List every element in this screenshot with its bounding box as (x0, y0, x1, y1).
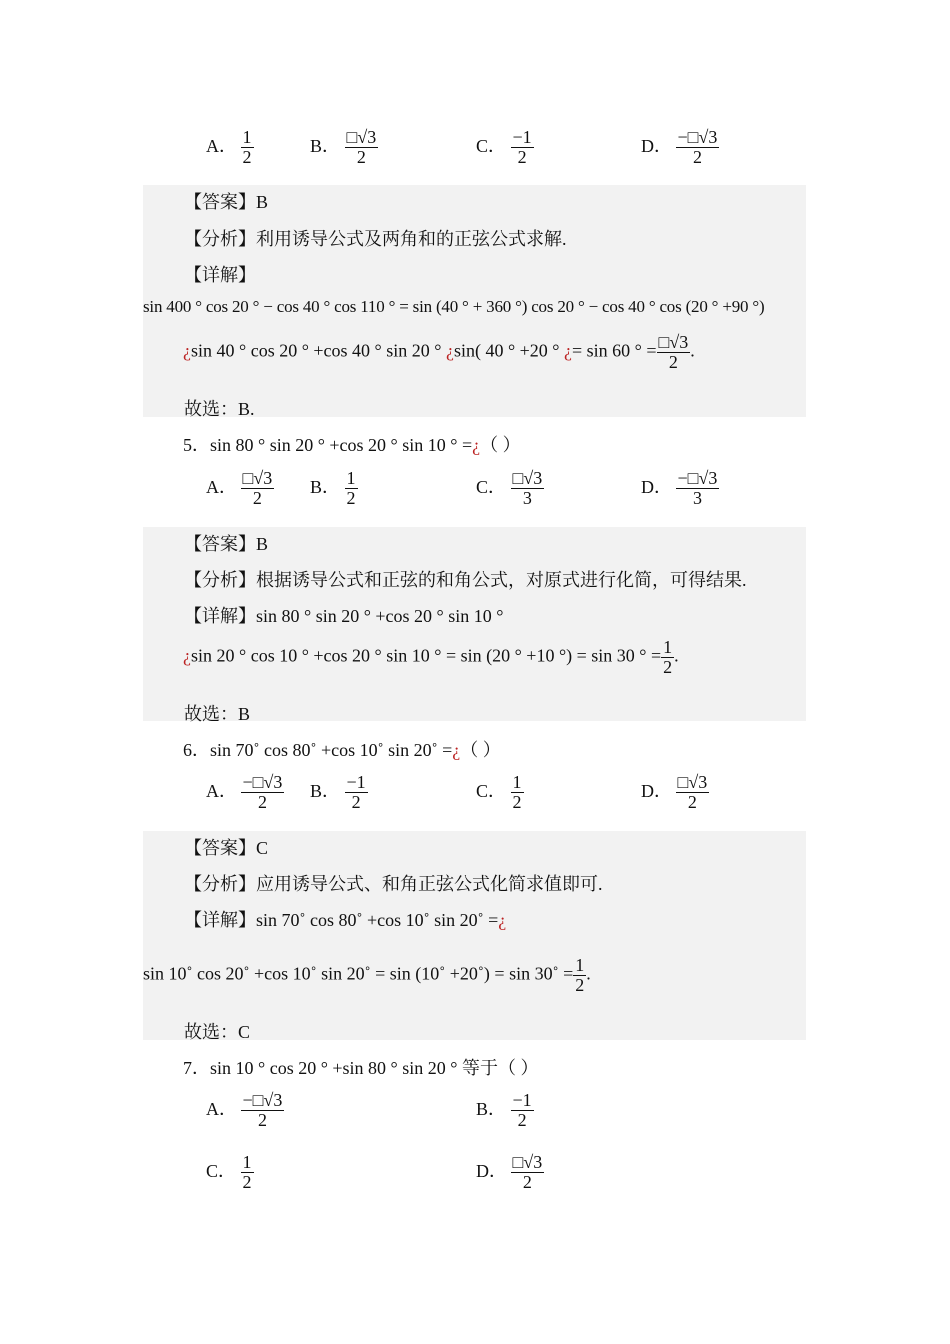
q4-option-d: D． $\frac{-□√3}{2}$ (641, 127, 718, 167)
q5-option-b: B． $\frac{1}{2}$ (310, 468, 356, 508)
q5-detail-line2: ¿sin 20 ° cos 10 ° +cos 20 ° sin 10 ° = sin (20 ° +10 °) = sin 30 ° = $\frac{1}{2}$ . (183, 637, 679, 677)
q7-option-a: A． $\frac{-□√3}{2}$ (206, 1090, 283, 1130)
q5-option-d: D． $\frac{-□√3}{3}$ (641, 468, 718, 508)
q4-detail-line2: ¿sin 40 ° cos 20 ° +cos 40 ° sin 20 ° ¿sin( 40 ° +20 ° ¿= sin 60 ° = $\frac{□√3}{2}$ . (183, 332, 695, 372)
q6-stem: 6．sin 70˚ cos 80˚ +cos 10˚ sin 20˚ =¿（ ） (183, 740, 501, 760)
q6-option-c: C． $\frac{1}{2}$ (476, 772, 522, 812)
q6-choose: 故选：C (184, 1022, 251, 1042)
fraction: $\frac{□√3}{2}$ (242, 468, 273, 508)
fraction: $\frac{1}{2}$ (663, 637, 673, 677)
q6-option-d: D． $\frac{□√3}{2}$ (641, 772, 708, 812)
fraction: $\frac{-□√3}{3}$ (677, 468, 718, 508)
fraction: $\frac{-□√3}{2}$ (677, 127, 718, 167)
q7-option-c: C． $\frac{1}{2}$ (206, 1152, 252, 1192)
q5-stem: 5．sin 80 ° sin 20 ° +cos 20 ° sin 10 ° =¿（ ） (183, 435, 521, 455)
q5-option-a: A． $\frac{□√3}{2}$ (206, 468, 273, 508)
fraction: $\frac{1}{2}$ (242, 127, 252, 167)
fraction: $\frac{-1}{2}$ (512, 1090, 532, 1130)
q4-detail-line1: sin 400 ° cos 20 ° − cos 40 ° cos 110 ° = sin (40 ° + 360 °) cos 20 ° − cos 40 ° cos (20 ° +90 °) (143, 297, 765, 316)
q6-detail-line2: sin 10˚ cos 20˚ +cos 10˚ sin 20˚ = sin (10˚ +20˚) = sin 30˚ = $\frac{1}{2}$ . (143, 955, 591, 995)
q5-analysis: 【分析】根据诱导公式和正弦的和角公式，对原式进行化简，可得结果. (184, 570, 747, 590)
q5-option-c: C． $\frac{□√3}{3}$ (476, 468, 543, 508)
fraction: $\frac{1}{2}$ (575, 955, 585, 995)
q4-analysis: 【分析】利用诱导公式及两角和的正弦公式求解. (184, 229, 567, 249)
fraction: $\frac{1}{2}$ (346, 468, 356, 508)
q6-option-a: A． $\frac{-□√3}{2}$ (206, 772, 283, 812)
q5-answer: 【答案】B (184, 534, 269, 554)
q7-option-d: D． $\frac{□√3}{2}$ (476, 1152, 543, 1192)
q4-detail-label: 【详解】 (184, 265, 256, 285)
fraction: $\frac{-□√3}{2}$ (242, 1090, 283, 1130)
fraction: $\frac{□√3}{2}$ (677, 772, 708, 812)
fraction: $\frac{-1}{2}$ (512, 127, 532, 167)
q6-solution-box (143, 831, 806, 1040)
fraction: $\frac{□√3}{3}$ (512, 468, 543, 508)
fraction: $\frac{1}{2}$ (242, 1152, 252, 1192)
q7-option-b: B． $\frac{-1}{2}$ (476, 1090, 532, 1130)
fraction: $\frac{□√3}{2}$ (346, 127, 377, 167)
q4-answer: 【答案】B (184, 192, 269, 212)
q6-analysis: 【分析】应用诱导公式、和角正弦公式化简求值即可. (184, 874, 603, 894)
q4-option-a: A． $\frac{1}{2}$ (206, 127, 252, 167)
fraction: $\frac{□√3}{2}$ (658, 332, 689, 372)
q6-option-b: B． $\frac{-1}{2}$ (310, 772, 366, 812)
fraction: $\frac{□√3}{2}$ (512, 1152, 543, 1192)
fraction: $\frac{-1}{2}$ (346, 772, 366, 812)
q5-choose: 故选：B (184, 704, 251, 724)
q5-detail: 【详解】sin 80 ° sin 20 ° +cos 20 ° sin 10 ° (184, 606, 504, 626)
q4-choose: 故选：B. (184, 399, 255, 419)
fraction: $\frac{1}{2}$ (512, 772, 522, 812)
q6-detail: 【详解】sin 70˚ cos 80˚ +cos 10˚ sin 20˚ =¿ (184, 910, 507, 930)
q6-answer: 【答案】C (184, 838, 269, 858)
fraction: $\frac{-□√3}{2}$ (242, 772, 283, 812)
q4-option-c: C． $\frac{-1}{2}$ (476, 127, 532, 167)
q7-stem: 7．sin 10 ° cos 20 ° +sin 80 ° sin 20 ° 等于（ ） (183, 1058, 539, 1078)
q4-option-b: B． $\frac{□√3}{2}$ (310, 127, 377, 167)
